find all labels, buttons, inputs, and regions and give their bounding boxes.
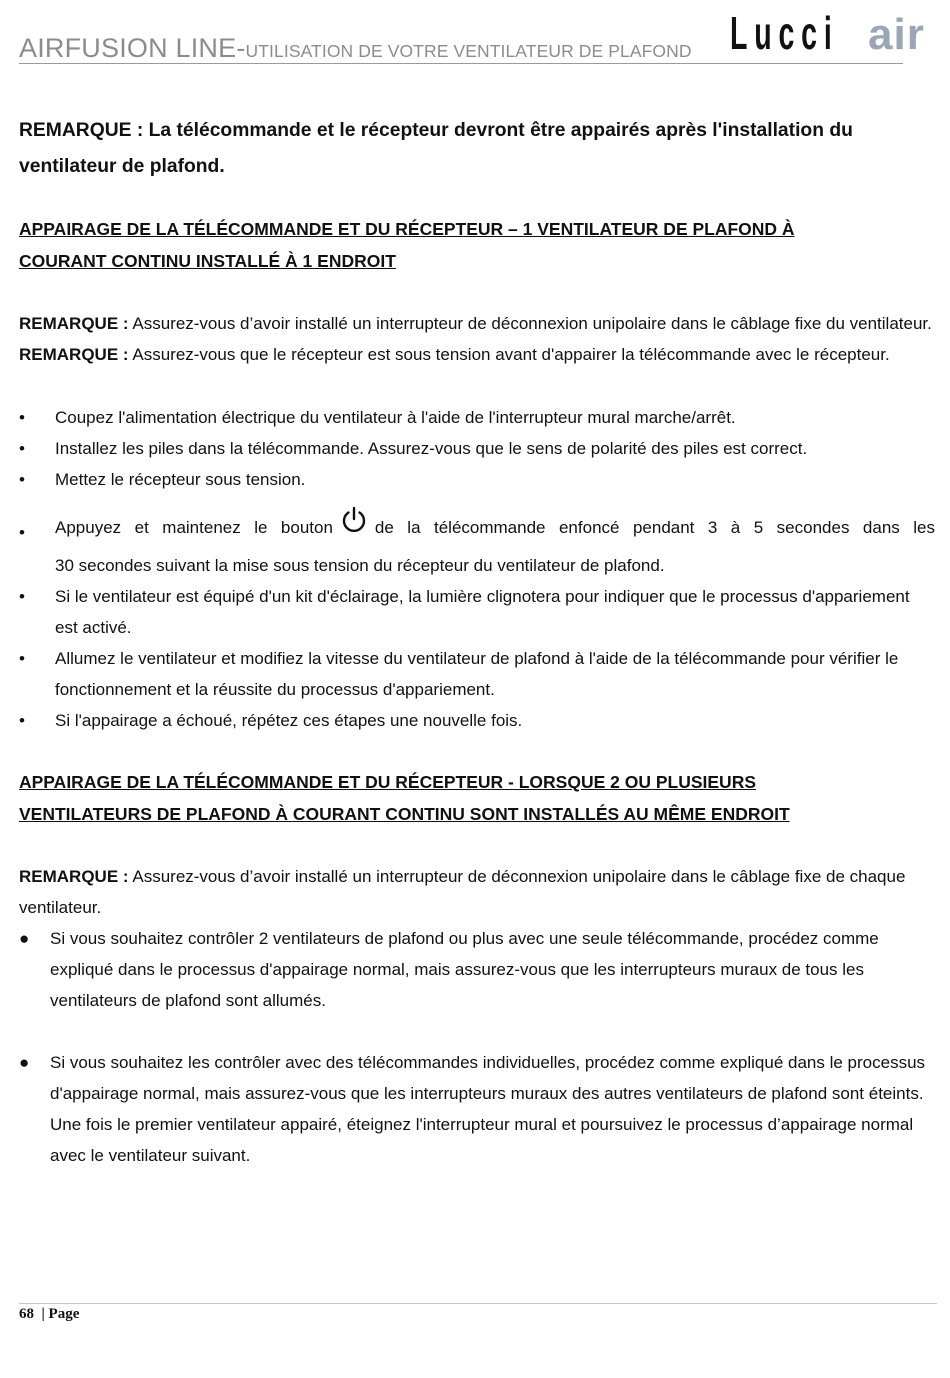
note-text: Assurez-vous que le récepteur est sous tension avant d'appairer la télécommande avec le récepteur.	[132, 345, 890, 364]
note-label: REMARQUE :	[19, 867, 129, 886]
page-header	[19, 6, 925, 66]
section1-title-line1: APPAIRAGE DE LA TÉLÉCOMMANDE ET DU RÉCEPTEUR – 1 VENTILATEUR DE PLAFOND À	[19, 219, 795, 239]
list-item: • Coupez l'alimentation électrique du ventilateur à l'aide de l'interrupteur mural marche/arrêt.	[19, 408, 736, 427]
list-item: • Mettez le récepteur sous tension.	[19, 470, 306, 489]
list-item: ● Si vous souhaitez contrôler 2 ventilateurs de plafond ou plus avec une seule télécommande, procédez comme expliqué dans le processus d'appairage normal, mais assurez-vous que les interrupteurs muraux de tous les ventilateurs de plafond sont allumés.	[19, 929, 879, 1010]
intro-note: REMARQUE : La télécommande et le récepteur devront être appairés après l'installation du ventilateur de plafond.	[19, 120, 853, 177]
list-item: • Allumez le ventilateur et modifiez la vitesse du ventilateur de plafond à l'aide de la télécommande pour vérifier le fonctionnement et la réussite du processus d'appariement.	[19, 649, 899, 699]
power-icon	[339, 505, 369, 535]
header-title-main: AIRFUSION LINE-	[19, 33, 246, 63]
note-label: REMARQUE :	[19, 314, 129, 333]
list-item: • Installez les piles dans la télécommande. Assurez-vous que le sens de polarité des piles est correct.	[19, 439, 808, 458]
section2-options	[19, 923, 935, 1171]
section2-title-line2: VENTILATEURS DE PLAFOND À COURANT CONTINU SONT INSTALLÉS AU MÊME ENDROIT	[19, 804, 790, 824]
header-title	[19, 33, 692, 64]
header-title-sub: UTILISATION DE VOTRE VENTILATEUR DE PLAFOND	[245, 41, 692, 61]
list-item: • Si le ventilateur est équipé d'un kit d'éclairage, la lumière clignotera pour indiquer que le processus d'appariement est activé.	[19, 587, 910, 637]
logo-text-dark: Lucci	[730, 7, 839, 59]
section1-title-line2: COURANT CONTINU INSTALLÉ À 1 ENDROIT	[19, 251, 396, 271]
section1-steps	[19, 402, 935, 736]
header-divider	[19, 63, 903, 64]
brand-logo	[730, 6, 925, 60]
list-item: • Si l'appairage a échoué, répétez ces étapes une nouvelle fois.	[19, 711, 523, 730]
note-text: Assurez-vous d’avoir installé un interrupteur de déconnexion unipolaire dans le câblage fixe du ventilateur.	[132, 314, 932, 333]
section2-title	[19, 766, 935, 830]
logo-text-light: air	[868, 10, 925, 59]
section2-title-line1: APPAIRAGE DE LA TÉLÉCOMMANDE ET DU RÉCEPTEUR - LORSQUE 2 OU PLUSIEURS	[19, 772, 756, 792]
list-item: ● Si vous souhaitez les contrôler avec des télécommandes individuelles, procédez comme expliqué dans le processus d'appairage normal, mais assurez-vous que les interrupteurs muraux des autres ventilateurs de plafond sont éteints. Une fois le premier ventilateur appairé, éteignez l'interrupteur mural et poursuivez le processus d’appairage normal avec le ventilateur suivant.	[19, 1053, 926, 1165]
section2-note	[19, 861, 935, 923]
page-label: | Page	[41, 1306, 80, 1322]
page-number: 68	[19, 1306, 34, 1322]
page-footer	[19, 1306, 79, 1323]
section1-note-2	[19, 339, 935, 370]
section1-title	[19, 213, 935, 277]
note-text: Assurez-vous d’avoir installé un interrupteur de déconnexion unipolaire dans le câblage fixe de chaque ventilateur.	[19, 867, 906, 917]
list-item-power-button: • Appuyez et maintenez le bouton de la télécommande enfoncé pendant 3 à 5 secondes dans les 30 secondes suivant la mise sous tension du récepteur du ventilateur de plafond.	[19, 505, 935, 581]
page-content	[19, 113, 935, 1171]
footer-divider	[19, 1303, 937, 1304]
section1-note-1	[19, 308, 935, 339]
note-label: REMARQUE :	[19, 345, 129, 364]
